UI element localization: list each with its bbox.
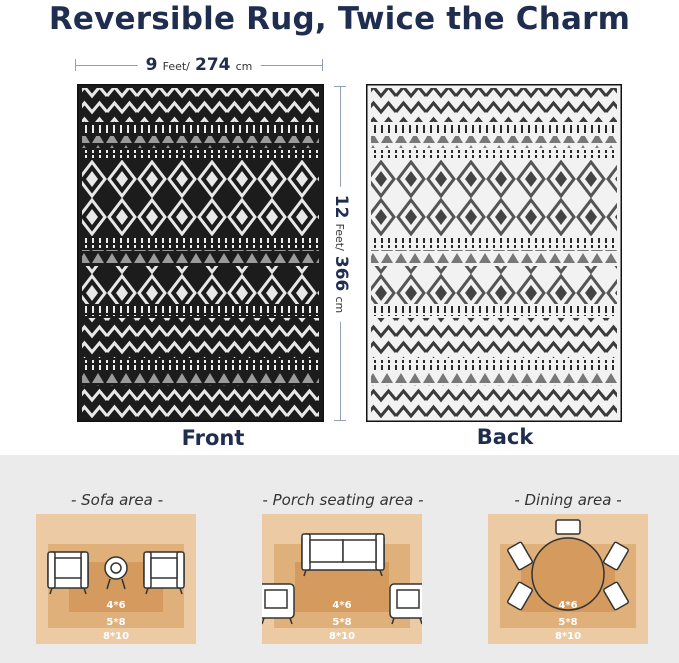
size-label-large: 8*10 — [102, 631, 130, 642]
back-rug-image — [366, 84, 622, 422]
sofa-area-scene — [36, 514, 196, 644]
size-label-small: 4*6 — [106, 600, 126, 611]
dining-area-scene — [488, 514, 648, 644]
porch-area-title: - Porch seating area - — [262, 491, 424, 509]
size-label-large: 8*10 — [554, 631, 582, 642]
width-dimension — [75, 54, 323, 76]
size-label-medium: 5*8 — [558, 617, 578, 628]
size-label-small: 4*6 — [558, 600, 578, 611]
front-label: Front — [181, 426, 245, 450]
sofa-area-title: - Sofa area - — [70, 491, 164, 509]
porch-area-scene — [262, 514, 422, 644]
size-label-large: 8*10 — [328, 631, 356, 642]
length-label: 12 Feet/ 366 cm — [328, 186, 352, 321]
dining-area-title: - Dining area - — [514, 491, 622, 509]
back-label: Back — [476, 425, 534, 449]
page-title: Reversible Rug, Twice the Charm — [48, 1, 631, 37]
length-dimension — [325, 86, 355, 421]
size-label-small: 4*6 — [332, 600, 352, 611]
size-label-medium: 5*8 — [332, 617, 352, 628]
size-label-medium: 5*8 — [106, 617, 126, 628]
width-label: 9 Feet/ 274 cm — [138, 54, 261, 78]
front-rug-image — [77, 84, 324, 422]
